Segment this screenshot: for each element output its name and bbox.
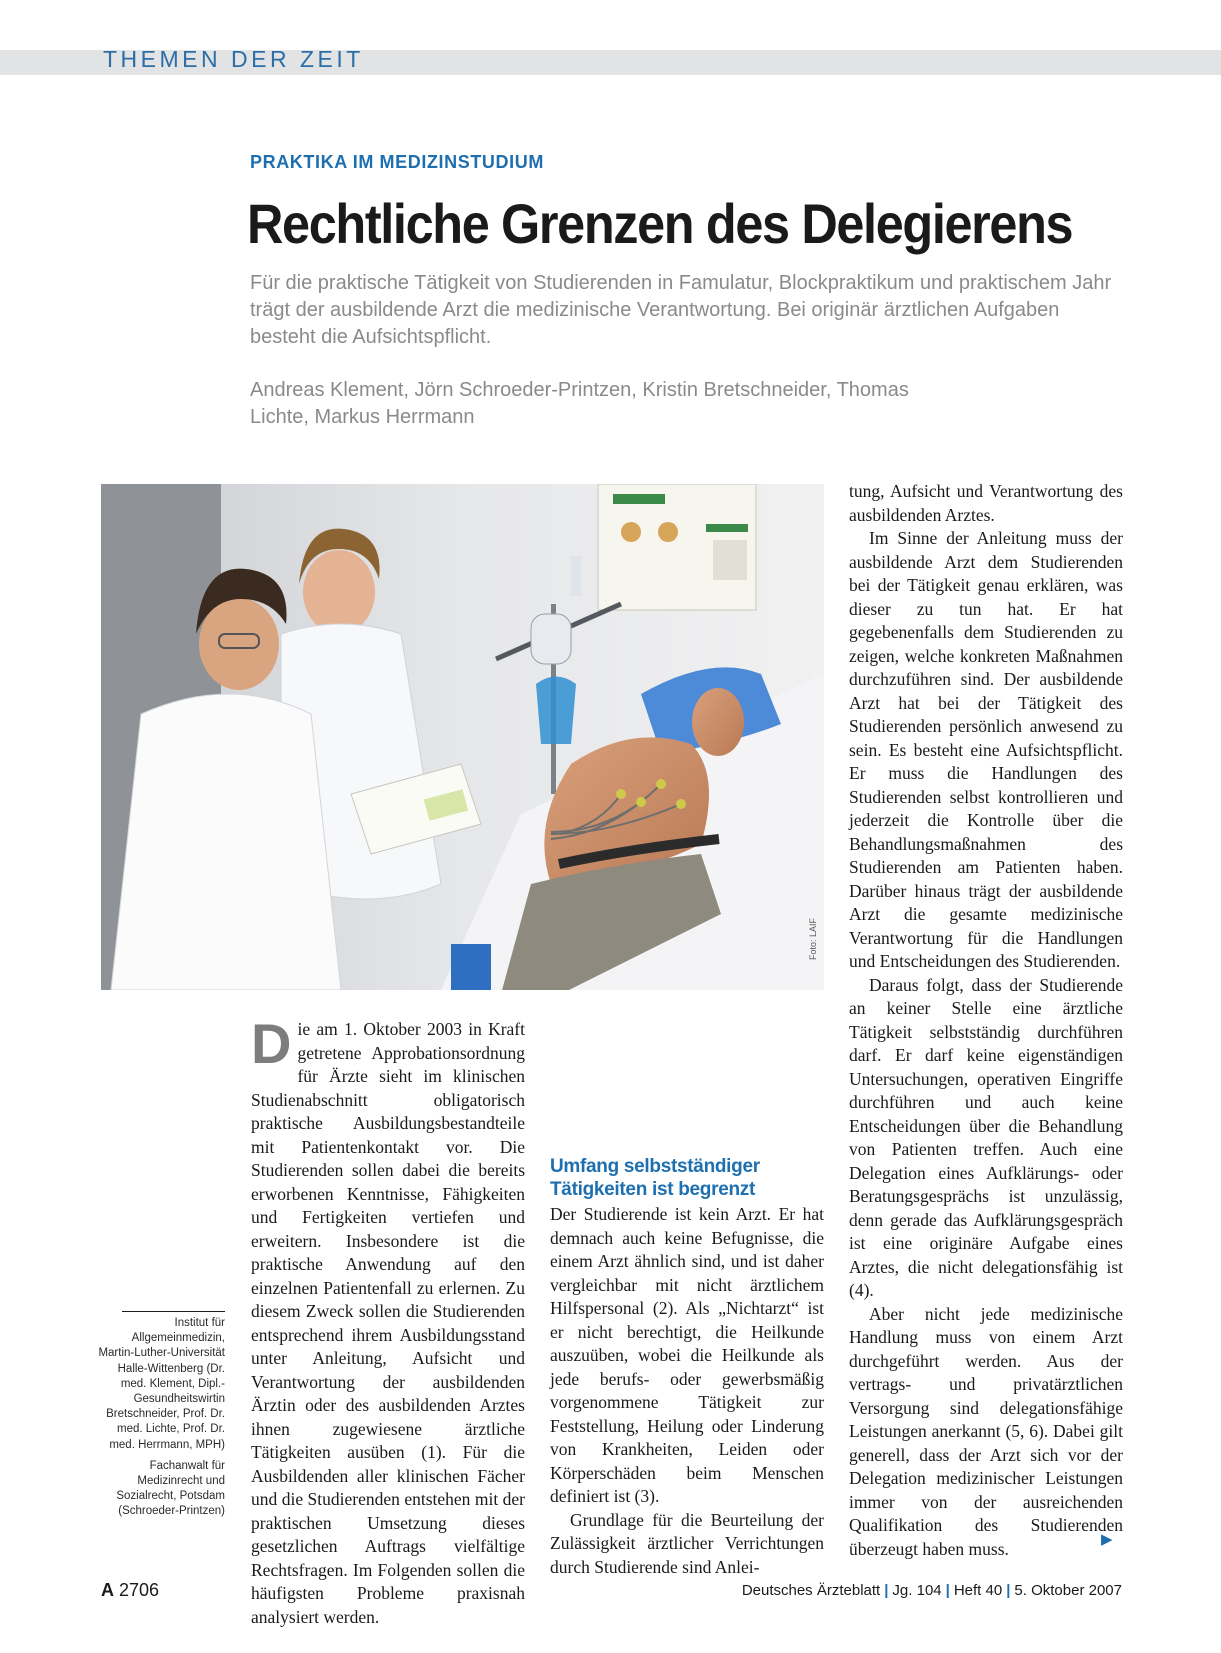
body-column-1: [251, 1012, 525, 1629]
page-number: [101, 1580, 159, 1601]
author-affiliations: [96, 1316, 225, 1526]
body-column-2: [550, 1018, 824, 1579]
sidebar-rule: [122, 1311, 225, 1312]
article-photo: [101, 484, 824, 990]
article-authors: Andreas Klement, Jörn Schroeder-Printzen, Kristin Bretschneider, Thomas Lichte, Markus Herrmann: [250, 379, 909, 428]
article-lead: Für die praktische Tätigkeit von Studierenden in Famulatur, Blockpraktikum und praktischem Jahr trägt der ausbildende Arzt die medizinische Verantwortung. Bei originär ärztlichen Aufgaben besteht die Aufsichtspflicht.: [250, 272, 1112, 348]
dropcap: D: [251, 1012, 292, 1075]
paragraph-intro: [251, 1012, 525, 1629]
paragraph-2: Der Studierende ist kein Arzt. Er hat demnach auch keine Befugnisse, die einem Arzt ähnlich sind, und ist daher vergleichbar mit nicht ärztlichem Hilfspersonal (2). Als „Nichtarzt“ ist er nicht berechtigt, die Heilkunde auszuüben, wobei die Heilkunde als jede berufs- oder gewerbsmäßig vorgenommene Tätigkeit zur Feststellung, Heilung oder Linderung von Krankheiten, Leiden oder Körperschäden beim Menschen definiert ist (3).: [550, 1204, 824, 1506]
photo-credit: Foto: LAIF: [808, 917, 818, 960]
paragraph-4: Im Sinne der Anleitung muss der ausbildende Arzt dem Studierenden bei der Tätigkeit genau erklären, was dieser zu tun hat. Er hat gegebenenfalls dem Studierenden zu zeigen, welche konkreten Maßnahmen durchzuführen sind. Der ausbildende Arzt hat bei der Tätigkeit des Studierenden persönlich anwesend zu sein. Es besteht eine Aufsichtspflicht. Er muss die Handlungen des Studierenden selbst kontrollieren und jederzeit die Kontrolle über die Behandlungsmaßnahmen des Studierenden am Patienten haben. Darüber hinaus trägt der ausbildende Arzt die gesamte medizinische Verantwortung für die Handlungen und Entscheidungen des Studierenden.: [849, 528, 1123, 971]
intro-overflow-space: [550, 1018, 824, 1133]
intro-text: ie am 1. Oktober 2003 in Kraft getretene Approbationsordnung für Ärzte sieht im klinischen Studienabschnitt obligatorisch praktische Ausbildungsbestandteile mit Patientenkontakt vor. Die Studierenden sollen dabei die bereits erworbenen Kenntnisse, Fähigkeiten und Fertigkeiten vertiefen und erweitern. Insbesondere ist die praktische Anwendung auf den einzelnen Patientenfall zu erlernen. Zu diesem Zweck sollen die Studierenden entsprechend ihrem Ausbildungsstand unter Anleitung, Aufsicht und Verantwortung der ausbildenden Ärztin oder des ausbildenden Arztes ihnen zugewiesene ärztliche Tätigkeiten ausüben (1). Für die Ausbildenden aller klinischen Fächer und die Studierenden entstehen mit der praktischen Umsetzung dieses gesetzlichen Auftrags vielfältige Rechtsfragen. Im Folgenden sollen die häufigsten Probleme praxisnah analysiert werden.: [251, 1019, 525, 1627]
journal-issue: Heft 40: [953, 1582, 1003, 1599]
article-title: Rechtliche Grenzen des Delegierens: [247, 192, 1073, 255]
paragraph-3-end: tung, Aufsicht und Verantwortung des ausbildenden Arztes.: [849, 481, 1123, 525]
article-kicker: PRAKTIKA IM MEDIZINSTUDIUM: [250, 152, 544, 172]
paragraph-3-start: Grundlage für die Beurteilung der Zulässigkeit ärztlicher Verrichtungen durch Studierende sind Anlei-: [550, 1509, 824, 1577]
section-label: THEMEN DER ZEIT: [103, 46, 364, 72]
affiliation-2: Fachanwalt für Medizinrecht und Sozialrecht, Potsdam (Schroeder-Printzen): [116, 1459, 225, 1518]
journal-volume: Jg. 104: [892, 1582, 942, 1599]
journal-date: 5. Oktober 2007: [1014, 1582, 1122, 1599]
journal-name: Deutsches Ärzteblatt: [741, 1582, 881, 1599]
continue-arrow-icon: ▶: [1101, 1530, 1113, 1548]
paragraph-5: Daraus folgt, dass der Studierende an keiner Stelle eine ärztliche Tätigkeit selbstständig durchführen darf. Er darf keine eigenständigen Untersuchungen, operativen Eingriffe durchführen und auch keine Entscheidungen über die Behandlung von Patienten treffen. Auch eine Delegation eines Aufklärungs- oder Beratungsgesprächs ist unzulässig, denn gerade das Aufklärungsgespräch ist eine originäre Aufgabe eines Arztes, die nicht delegationsfähig ist (4).: [849, 974, 1123, 1300]
journal-footer: Deutsches Ärzteblatt | Jg. 104 | Heft 40 | 5. Oktober 2007: [741, 1582, 1122, 1599]
paragraph-6: Aber nicht jede medizinische Handlung muss von einem Arzt durchgeführt werden. Aus der vertrags- und privatärztlichen Versorgung sind delegationsfähige Leistungen anerkannt (5, 6). Dabei gilt generell, dass der Arzt sich vor der Delegation medizinischer Leistungen immer von der ausreichenden Qualifikation des Studierenden überzeugt haben muss.: [849, 1303, 1123, 1559]
subheading: Umfang selbstständiger Tätigkeiten ist begrenzt: [550, 1156, 760, 1200]
page-prefix: A: [101, 1580, 114, 1600]
body-column-3: [849, 480, 1123, 1561]
page-number-value: 2706: [119, 1580, 160, 1600]
affiliation-1: Institut für Allgemeinmedizin, Martin-Luther-Universität Halle-Wittenberg (Dr. med. Klement, Dipl.-Gesundheitswirtin Bretschneider, Prof. Dr. med. Lichte, Prof. Dr. med. Herrmann, MPH): [98, 1317, 225, 1451]
